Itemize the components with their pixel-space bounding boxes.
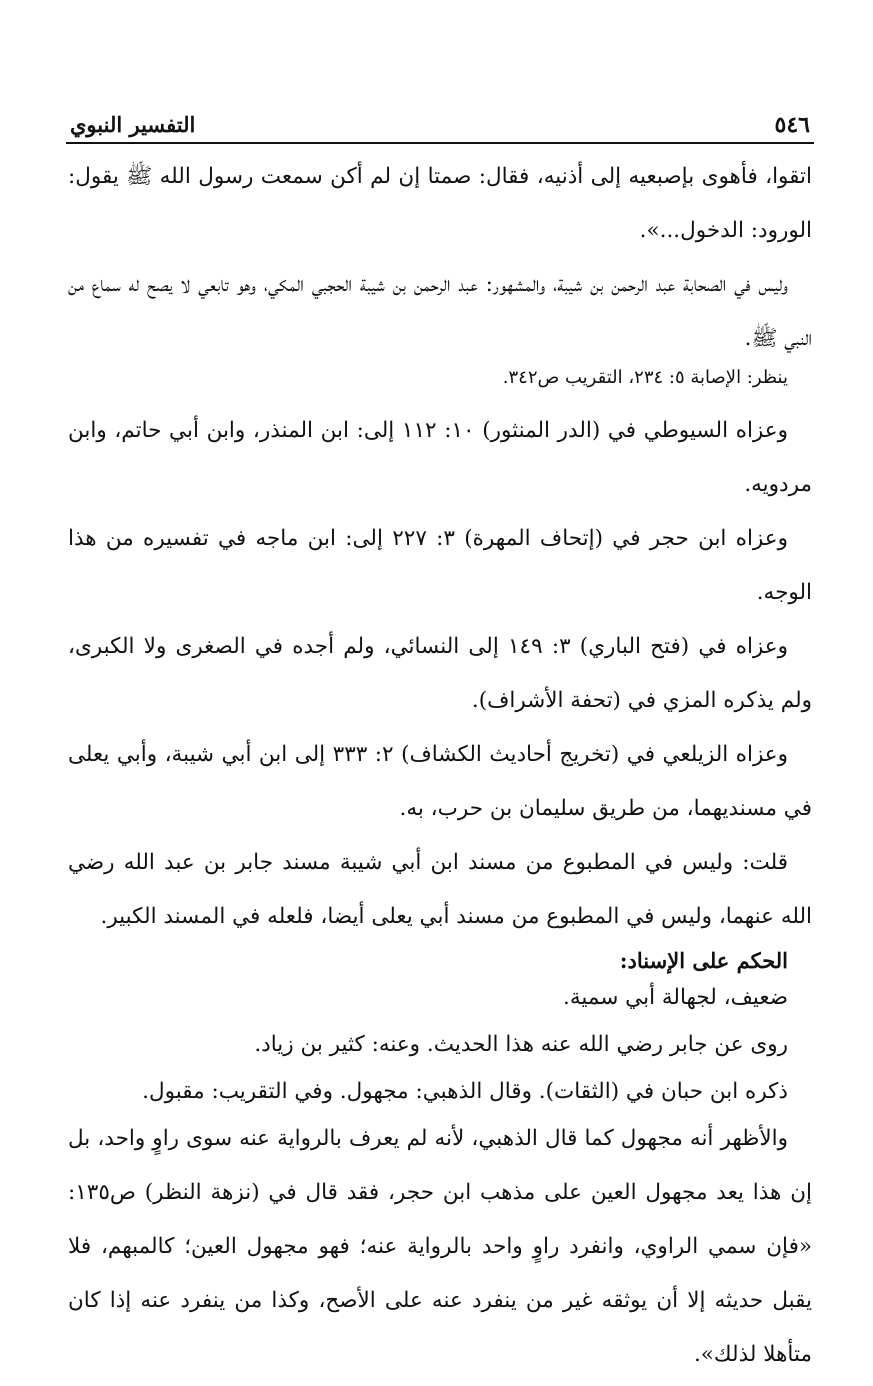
page-body bbox=[68, 150, 812, 1382]
page-number: ٥٤٦ bbox=[774, 112, 810, 138]
book-title: التفسير النبوي bbox=[70, 112, 196, 137]
reference-note: ينظر: الإصابة ٥: ٢٣٤، التقريب ص٣٤٢. bbox=[502, 367, 788, 388]
paragraph: والأظهر أنه مجهول كما قال الذهبي، لأنه لم يعرف بالرواية عنه سوى راوٍ واحد، بل إن هذا يعد مجهول العين على مذهب ابن حجر، فقد قال في (نزهة النظر) ص١٣٥: «فإن سمي الراوي، وانفرد راوٍ واحد بالرواية عنه؛ فهو مجهول العين؛ كالمبهم، فلا يقبل حديثه إلا أن يوثقه غير من ينفرد عنه على الأصح، وكذا من ينفرد عنه إذا كان متأهلا لذلك». bbox=[68, 1126, 812, 1367]
paragraph: قلت: وليس في المطبوع من مسند ابن أبي شيبة مسند جابر بن عبد الله رضي الله عنهما، وليس في المطبوع من مسند أبي يعلى أيضا، فلعله في المسند الكبير. bbox=[68, 850, 812, 929]
paragraph: اتقوا، فأهوى بإصبعيه إلى أذنيه، فقال: صمتا إن لم أكن سمعت رسول الله ﷺ يقول: الورود: الدخول...». bbox=[68, 164, 812, 243]
paragraph: روى عن جابر رضي الله عنه هذا الحديث. وعنه: كثير بن زياد. bbox=[254, 1032, 788, 1057]
running-header bbox=[70, 112, 810, 142]
paragraph: ضعيف، لجهالة أبي سمية. bbox=[563, 985, 788, 1010]
paragraph: وعزاه الزيلعي في (تخريج أحاديث الكشاف) ٢: ٣٣٣ إلى ابن أبي شيبة، وأبي يعلى في مسنديهما، من طريق سليمان بن حرب، به. bbox=[68, 742, 812, 821]
paragraph: وليس في الصحابة عبد الرحمن بن شيبة، والمشهور: عبد الرحمن بن شيبة الحجبي المكي، وهو تابعي لا يصح له سماع من النبي ﷺ. bbox=[68, 272, 812, 351]
paragraph: وعزاه في (فتح الباري) ٣: ١٤٩ إلى النسائي، ولم أجده في الصغرى ولا الكبرى، ولم يذكره المزي في (تحفة الأشراف). bbox=[68, 634, 812, 713]
header-rule bbox=[66, 142, 814, 144]
paragraph: ذكره ابن حبان في (الثقات). وقال الذهبي: مجهول. وفي التقريب: مقبول. bbox=[142, 1079, 788, 1104]
paragraph: وعزاه ابن حجر في (إتحاف المهرة) ٣: ٢٢٧ إلى: ابن ماجه في تفسيره من هذا الوجه. bbox=[68, 526, 812, 605]
section-heading: الحكم على الإسناد: bbox=[619, 948, 788, 973]
paragraph: وعزاه السيوطي في (الدر المنثور) ١٠: ١١٢ إلى: ابن المنذر، وابن أبي حاتم، وابن مردويه. bbox=[68, 418, 812, 497]
